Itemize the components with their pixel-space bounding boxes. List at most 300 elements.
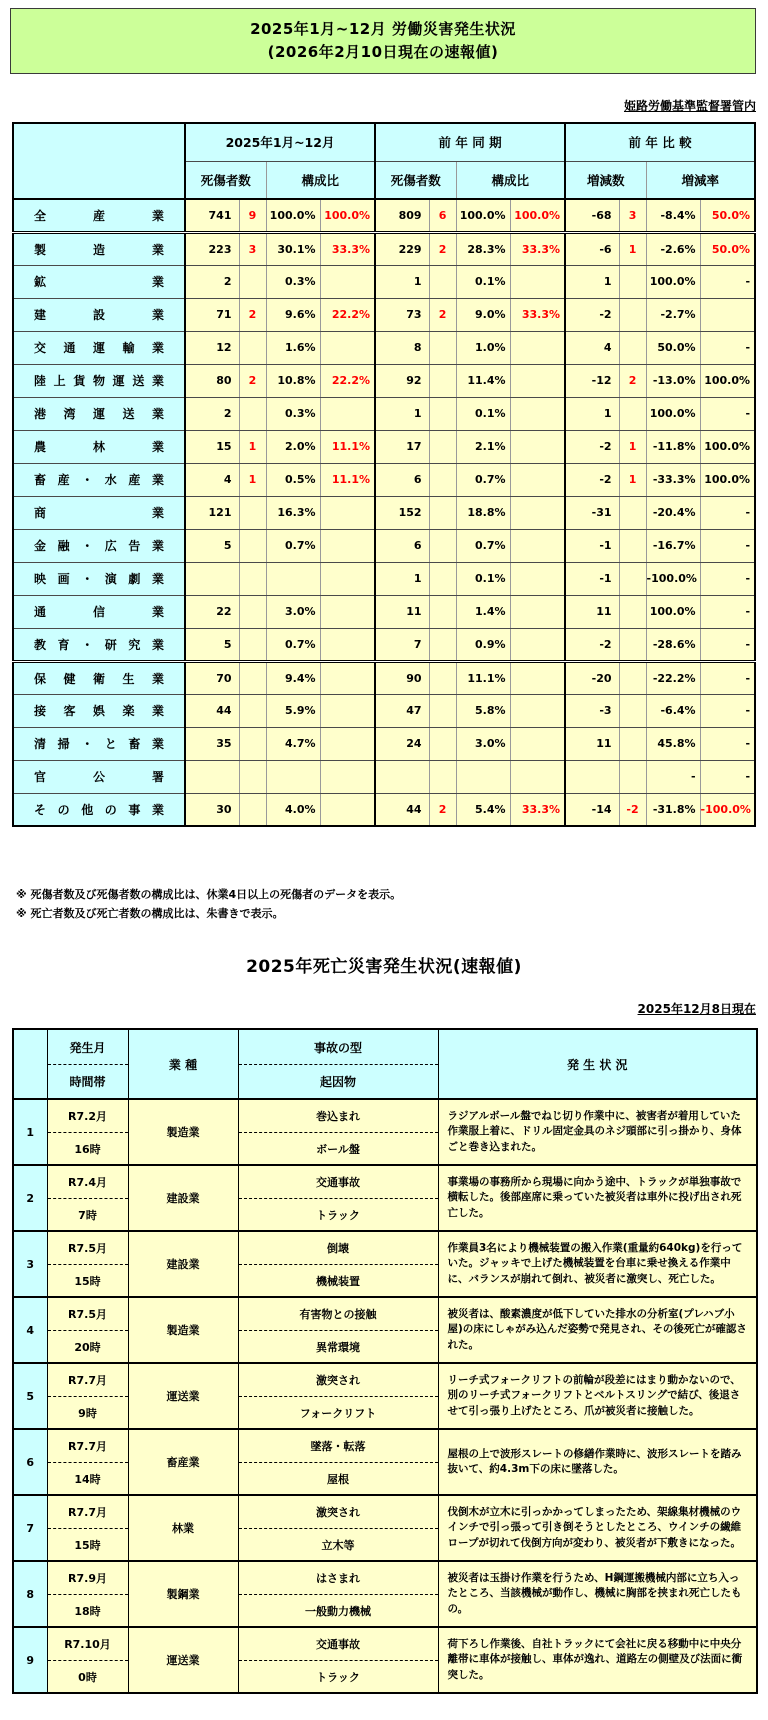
sub-header-casualties: 死傷者数	[185, 161, 266, 199]
value-cell: 44	[185, 694, 239, 727]
value-cell	[320, 331, 375, 364]
value-cell: 0.7%	[456, 529, 510, 562]
value-cell: 5	[185, 529, 239, 562]
industry-cell: 運送業	[128, 1363, 238, 1429]
case-number: 9	[13, 1627, 47, 1693]
causal-agent: 立木等	[239, 1528, 438, 1560]
accident-type: 巻込まれ	[316, 1110, 360, 1123]
situation-description: 事業場の事務所から現場に向かう途中、トラックが単独事故で横転した。後部座席に乗っていた被災者は車外に投げ出され死亡した。	[438, 1165, 757, 1231]
sub-header-rate: 増減率	[646, 161, 755, 199]
industry-cell: 製鋼業	[128, 1561, 238, 1627]
value-cell	[619, 562, 646, 595]
fatal-accident-row	[13, 1429, 757, 1495]
industry-label: 保健衛生業	[13, 661, 185, 694]
situation-description: 被災者は、酸素濃度が低下していた排水の分析室(プレハブ小屋)の床にしゃがみ込んだ姿勢で発見され、その後死亡が確認された。	[438, 1297, 757, 1363]
accident-type: 有害物との接触	[299, 1308, 377, 1321]
industry-label: 通信業	[13, 595, 185, 628]
industry-cell: 建設業	[128, 1231, 238, 1297]
situation-description: 屋根の上で波形スレートの修繕作業時に、波形スレートを踏み抜いて、約4.3m下の床に墜落した。	[438, 1429, 757, 1495]
causal-agent: フォークリフト	[239, 1396, 438, 1428]
accident-summary-table	[12, 122, 756, 827]
industry-label: 建設業	[13, 298, 185, 331]
value-cell	[510, 595, 565, 628]
accident-type: 激突され	[316, 1374, 360, 1387]
value-cell: 11.1%	[456, 661, 510, 694]
fatal-accident-row	[13, 1165, 757, 1231]
value-cell	[239, 331, 266, 364]
fatal-accident-row	[13, 1297, 757, 1363]
sub-header-diff: 増減数	[565, 161, 646, 199]
value-cell: 6	[375, 529, 429, 562]
occurrence-time: 20時	[48, 1330, 128, 1362]
type-agent-cell	[238, 1495, 438, 1561]
value-cell: -3	[565, 694, 619, 727]
value-cell	[510, 397, 565, 430]
value-cell	[510, 265, 565, 298]
value-cell: -	[700, 760, 755, 793]
industry-row	[13, 694, 755, 727]
value-cell	[429, 595, 456, 628]
value-cell: 50.0%	[646, 331, 700, 364]
industry-row	[13, 232, 755, 265]
value-cell: 18.8%	[456, 496, 510, 529]
value-cell	[375, 760, 429, 793]
industry-label: 全産業	[13, 199, 185, 232]
occurrence-time: 7時	[48, 1198, 128, 1230]
value-cell: 28.3%	[456, 232, 510, 265]
accident-type: 交通事故	[316, 1176, 360, 1189]
industry-cell: 製造業	[128, 1297, 238, 1363]
value-cell: -12	[565, 364, 619, 397]
value-cell	[456, 760, 510, 793]
industry-row	[13, 364, 755, 397]
value-cell: 229	[375, 232, 429, 265]
value-cell	[429, 628, 456, 661]
case-number: 6	[13, 1429, 47, 1495]
sub-header-ratio-prev: 構成比	[456, 161, 565, 199]
occurrence-time: 14時	[48, 1462, 128, 1494]
value-cell	[510, 661, 565, 694]
footnote-1: ※ 死傷者数及び死傷者数の構成比は、休業4日以上の死傷者のデータを表示。	[16, 888, 402, 901]
value-cell: 5.8%	[456, 694, 510, 727]
industry-label: 映画・演劇業	[13, 562, 185, 595]
value-cell	[510, 562, 565, 595]
accident-type: 交通事故	[316, 1638, 360, 1651]
occurrence-month: R7.7月	[68, 1506, 107, 1519]
value-cell: 0.1%	[456, 562, 510, 595]
value-cell: 0.1%	[456, 265, 510, 298]
value-cell: 152	[375, 496, 429, 529]
value-cell: -14	[565, 793, 619, 826]
value-cell: 50.0%	[700, 199, 755, 232]
month-time-cell	[47, 1297, 128, 1363]
value-cell: 100.0%	[646, 265, 700, 298]
occurrence-time: 15時	[48, 1264, 128, 1296]
industry-label: その他の事業	[13, 793, 185, 826]
value-cell	[619, 265, 646, 298]
value-cell	[619, 331, 646, 364]
footnotes	[16, 886, 401, 923]
industry-row	[13, 298, 755, 331]
value-cell	[619, 529, 646, 562]
value-cell: 2	[429, 232, 456, 265]
industry-label: 畜産・水産業	[13, 463, 185, 496]
industry-label: 接客娯楽業	[13, 694, 185, 727]
industry-row	[13, 661, 755, 694]
month-time-cell	[47, 1627, 128, 1693]
case-number: 5	[13, 1363, 47, 1429]
value-cell: 12	[185, 331, 239, 364]
value-cell: 33.3%	[510, 793, 565, 826]
case-number: 8	[13, 1561, 47, 1627]
value-cell	[429, 661, 456, 694]
case-number: 2	[13, 1165, 47, 1231]
value-cell: -20	[565, 661, 619, 694]
value-cell	[239, 661, 266, 694]
value-cell: 73	[375, 298, 429, 331]
value-cell: 2.0%	[266, 430, 320, 463]
value-cell	[239, 760, 266, 793]
value-cell: 3.0%	[456, 727, 510, 760]
month-time-cell	[47, 1429, 128, 1495]
occurrence-time: 9時	[48, 1396, 128, 1428]
occurrence-month: R7.5月	[68, 1308, 107, 1321]
value-cell: 3.0%	[266, 595, 320, 628]
value-cell: -11.8%	[646, 430, 700, 463]
value-cell: -	[700, 694, 755, 727]
situation-description: 荷下ろし作業後、自社トラックにて会社に戻る移動中に中央分離帯に車体が接触し、車体が逸れ、道路左の側壁及び法面に衝突した。	[438, 1627, 757, 1693]
value-cell: 71	[185, 298, 239, 331]
value-cell: -100.0%	[700, 793, 755, 826]
value-cell: 9	[239, 199, 266, 232]
value-cell	[510, 628, 565, 661]
industry-label: 官公署	[13, 760, 185, 793]
industry-row	[13, 265, 755, 298]
value-cell: 30	[185, 793, 239, 826]
value-cell: 35	[185, 727, 239, 760]
case-number: 3	[13, 1231, 47, 1297]
report-title-line1: 2025年1月~12月 労働災害発生状況	[250, 19, 516, 38]
value-cell: 22.2%	[320, 298, 375, 331]
industry-row	[13, 562, 755, 595]
industry-cell: 畜産業	[128, 1429, 238, 1495]
industry-row	[13, 463, 755, 496]
accident-type: はさまれ	[316, 1572, 360, 1585]
value-cell: 45.8%	[646, 727, 700, 760]
value-cell	[320, 727, 375, 760]
value-cell	[619, 694, 646, 727]
value-cell: 90	[375, 661, 429, 694]
value-cell: 1	[375, 562, 429, 595]
value-cell	[320, 397, 375, 430]
occurrence-month: R7.5月	[68, 1242, 107, 1255]
value-cell: 2	[239, 298, 266, 331]
industry-row	[13, 397, 755, 430]
report-title-line2: (2026年2月10日現在の速報値)	[267, 43, 499, 61]
value-cell: -	[700, 265, 755, 298]
value-cell: 1.0%	[456, 331, 510, 364]
month-time-cell	[47, 1231, 128, 1297]
value-cell: -	[700, 661, 755, 694]
header-month-time	[47, 1029, 128, 1099]
value-cell: 1	[619, 463, 646, 496]
value-cell: 5.9%	[266, 694, 320, 727]
value-cell: -33.3%	[646, 463, 700, 496]
value-cell	[510, 496, 565, 529]
occurrence-month: R7.4月	[68, 1176, 107, 1189]
value-cell: -	[646, 760, 700, 793]
value-cell	[429, 265, 456, 298]
value-cell: 1.6%	[266, 331, 320, 364]
value-cell: -2	[565, 430, 619, 463]
value-cell: 70	[185, 661, 239, 694]
value-cell: 1	[239, 463, 266, 496]
causal-agent: トラック	[239, 1198, 438, 1230]
value-cell: 22.2%	[320, 364, 375, 397]
value-cell: -6	[565, 232, 619, 265]
value-cell: 2	[619, 364, 646, 397]
value-cell: 2	[239, 364, 266, 397]
industry-row	[13, 199, 755, 232]
value-cell: 24	[375, 727, 429, 760]
value-cell: -2	[565, 463, 619, 496]
industry-label: 交通運輸業	[13, 331, 185, 364]
month-time-cell	[47, 1099, 128, 1165]
situation-description: ラジアルボール盤でねじ切り作業中に、被害者が着用していた作業服上着に、ドリル固定金具のネジ頭部に引っ掛かり、身体ごと巻き込まれた。	[438, 1099, 757, 1165]
value-cell: -	[700, 331, 755, 364]
industry-label: 農林業	[13, 430, 185, 463]
value-cell: 1	[375, 265, 429, 298]
value-cell: 2	[429, 793, 456, 826]
value-cell: 0.1%	[456, 397, 510, 430]
value-cell: -31	[565, 496, 619, 529]
value-cell: 1	[565, 265, 619, 298]
accident-type: 倒壊	[327, 1242, 349, 1255]
industry-row	[13, 628, 755, 661]
fatal-accident-row	[13, 1099, 757, 1165]
case-number: 7	[13, 1495, 47, 1561]
value-cell: 0.7%	[266, 628, 320, 661]
value-cell: 47	[375, 694, 429, 727]
value-cell: -2.7%	[646, 298, 700, 331]
industry-row	[13, 793, 755, 826]
month-time-cell	[47, 1495, 128, 1561]
value-cell: 100.0%	[646, 397, 700, 430]
industry-cell: 林業	[128, 1495, 238, 1561]
value-cell: 100.0%	[646, 595, 700, 628]
type-agent-cell	[238, 1429, 438, 1495]
value-cell: 3	[619, 199, 646, 232]
corner-cell	[13, 123, 185, 199]
fatal-accident-row	[13, 1363, 757, 1429]
industry-label: 港湾運送業	[13, 397, 185, 430]
value-cell: -22.2%	[646, 661, 700, 694]
value-cell: -13.0%	[646, 364, 700, 397]
value-cell: 809	[375, 199, 429, 232]
occurrence-time: 0時	[48, 1660, 128, 1692]
industry-label: 鉱業	[13, 265, 185, 298]
causal-agent: ボール盤	[239, 1132, 438, 1164]
value-cell: 1.4%	[456, 595, 510, 628]
causal-agent: 屋根	[239, 1462, 438, 1494]
value-cell	[320, 694, 375, 727]
value-cell: 9.4%	[266, 661, 320, 694]
value-cell: 5.4%	[456, 793, 510, 826]
sub-header-ratio: 構成比	[266, 161, 375, 199]
value-cell	[510, 364, 565, 397]
fatal-accident-row	[13, 1495, 757, 1561]
value-cell: 2	[429, 298, 456, 331]
value-cell	[429, 364, 456, 397]
report-title-box	[10, 8, 756, 74]
value-cell: -1	[565, 562, 619, 595]
value-cell: 6	[429, 199, 456, 232]
type-agent-cell	[238, 1561, 438, 1627]
type-agent-cell	[238, 1165, 438, 1231]
value-cell	[510, 529, 565, 562]
value-cell: 0.9%	[456, 628, 510, 661]
value-cell	[429, 562, 456, 595]
value-cell: 16.3%	[266, 496, 320, 529]
value-cell: 223	[185, 232, 239, 265]
industry-row	[13, 430, 755, 463]
value-cell: 121	[185, 496, 239, 529]
value-cell	[320, 562, 375, 595]
value-cell: 11.4%	[456, 364, 510, 397]
value-cell	[700, 298, 755, 331]
industry-cell: 製造業	[128, 1099, 238, 1165]
value-cell: 33.3%	[320, 232, 375, 265]
group-header-current: 2025年1月~12月	[185, 123, 375, 161]
causal-agent: 異常環境	[239, 1330, 438, 1362]
value-cell	[510, 727, 565, 760]
situation-description: 伐倒木が立木に引っかかってしまったため、架線集材機械のウインチで引っ張って引き倒そうとしたところ、ウインチの繊維ロープが切れて伐倒方向が変わり、被災者が下敷きになった。	[438, 1495, 757, 1561]
industry-row	[13, 595, 755, 628]
value-cell: 2	[185, 265, 239, 298]
value-cell: -1	[565, 529, 619, 562]
case-number: 4	[13, 1297, 47, 1363]
value-cell: 741	[185, 199, 239, 232]
value-cell: 2	[185, 397, 239, 430]
value-cell: 9.0%	[456, 298, 510, 331]
value-cell	[429, 760, 456, 793]
occurrence-month: R7.2月	[68, 1110, 107, 1123]
value-cell	[429, 397, 456, 430]
value-cell: 11	[565, 595, 619, 628]
occurrence-time: 16時	[48, 1132, 128, 1164]
fatal-accidents-title: 2025年死亡災害発生状況(速報値)	[246, 957, 522, 977]
header-situation: 発 生 状 況	[438, 1029, 757, 1099]
value-cell	[185, 760, 239, 793]
value-cell	[239, 727, 266, 760]
value-cell: 100.0%	[456, 199, 510, 232]
value-cell: -68	[565, 199, 619, 232]
value-cell	[429, 331, 456, 364]
value-cell: -2	[565, 628, 619, 661]
value-cell: 22	[185, 595, 239, 628]
causal-agent: 一般動力機械	[239, 1594, 438, 1626]
value-cell: 4	[565, 331, 619, 364]
value-cell	[239, 496, 266, 529]
value-cell: 80	[185, 364, 239, 397]
value-cell	[320, 793, 375, 826]
industry-row	[13, 760, 755, 793]
value-cell: 0.3%	[266, 265, 320, 298]
value-cell	[185, 562, 239, 595]
industry-label: 清掃・と畜業	[13, 727, 185, 760]
footnote-2: ※ 死亡者数及び死亡者数の構成比は、朱書きで表示。	[16, 906, 284, 920]
value-cell	[619, 595, 646, 628]
industry-row	[13, 496, 755, 529]
value-cell: 0.7%	[456, 463, 510, 496]
value-cell: -6.4%	[646, 694, 700, 727]
occurrence-month: R7.7月	[68, 1440, 107, 1453]
industry-label: 製造業	[13, 232, 185, 265]
group-header-previous: 前 年 同 期	[375, 123, 565, 161]
header-type-agent	[238, 1029, 438, 1099]
situation-description: 作業員3名により機械装置の搬入作業(重量約640kg)を行っていた。ジャッキで上げた機械装置を台車に乗せ換える作業中に、バランスが崩れて倒れ、被災者に激突し、死亡した。	[438, 1231, 757, 1297]
value-cell	[239, 562, 266, 595]
value-cell: -	[700, 727, 755, 760]
value-cell: 92	[375, 364, 429, 397]
industry-row	[13, 331, 755, 364]
industry-label: 陸上貨物運送業	[13, 364, 185, 397]
value-cell: 44	[375, 793, 429, 826]
fatal-accidents-table	[12, 1028, 758, 1694]
value-cell: 1	[619, 430, 646, 463]
value-cell: -8.4%	[646, 199, 700, 232]
occurrence-time: 18時	[48, 1594, 128, 1626]
situation-description: リーチ式フォークリフトの前輪が段差にはまり動かないので、別のリーチ式フォークリフトとベルトスリングで結び、後退させて引っ張り上げたところ、爪が被災者に接触した。	[438, 1363, 757, 1429]
value-cell	[619, 760, 646, 793]
occurrence-month: R7.9月	[68, 1572, 107, 1585]
value-cell: -	[700, 496, 755, 529]
occurrence-month: R7.10月	[64, 1638, 111, 1651]
value-cell: -	[700, 529, 755, 562]
occurrence-month: R7.7月	[68, 1374, 107, 1387]
value-cell	[320, 529, 375, 562]
value-cell	[239, 265, 266, 298]
value-cell	[565, 760, 619, 793]
value-cell	[619, 298, 646, 331]
value-cell	[429, 496, 456, 529]
type-agent-cell	[238, 1363, 438, 1429]
value-cell: -31.8%	[646, 793, 700, 826]
header-industry: 業 種	[128, 1029, 238, 1099]
value-cell: -2.6%	[646, 232, 700, 265]
month-time-cell	[47, 1363, 128, 1429]
group-header-comparison: 前 年 比 較	[565, 123, 755, 161]
value-cell	[510, 430, 565, 463]
value-cell: 30.1%	[266, 232, 320, 265]
value-cell: 4.0%	[266, 793, 320, 826]
value-cell	[320, 760, 375, 793]
value-cell: 33.3%	[510, 298, 565, 331]
header-month: 発生月	[69, 1040, 106, 1055]
value-cell: 1	[619, 232, 646, 265]
value-cell	[239, 793, 266, 826]
value-cell: 4.7%	[266, 727, 320, 760]
value-cell: 4	[185, 463, 239, 496]
value-cell	[619, 661, 646, 694]
industry-row	[13, 529, 755, 562]
value-cell: -	[700, 397, 755, 430]
value-cell	[510, 760, 565, 793]
type-agent-cell	[238, 1099, 438, 1165]
value-cell: 100.0%	[510, 199, 565, 232]
value-cell: 15	[185, 430, 239, 463]
value-cell: 100.0%	[700, 430, 755, 463]
